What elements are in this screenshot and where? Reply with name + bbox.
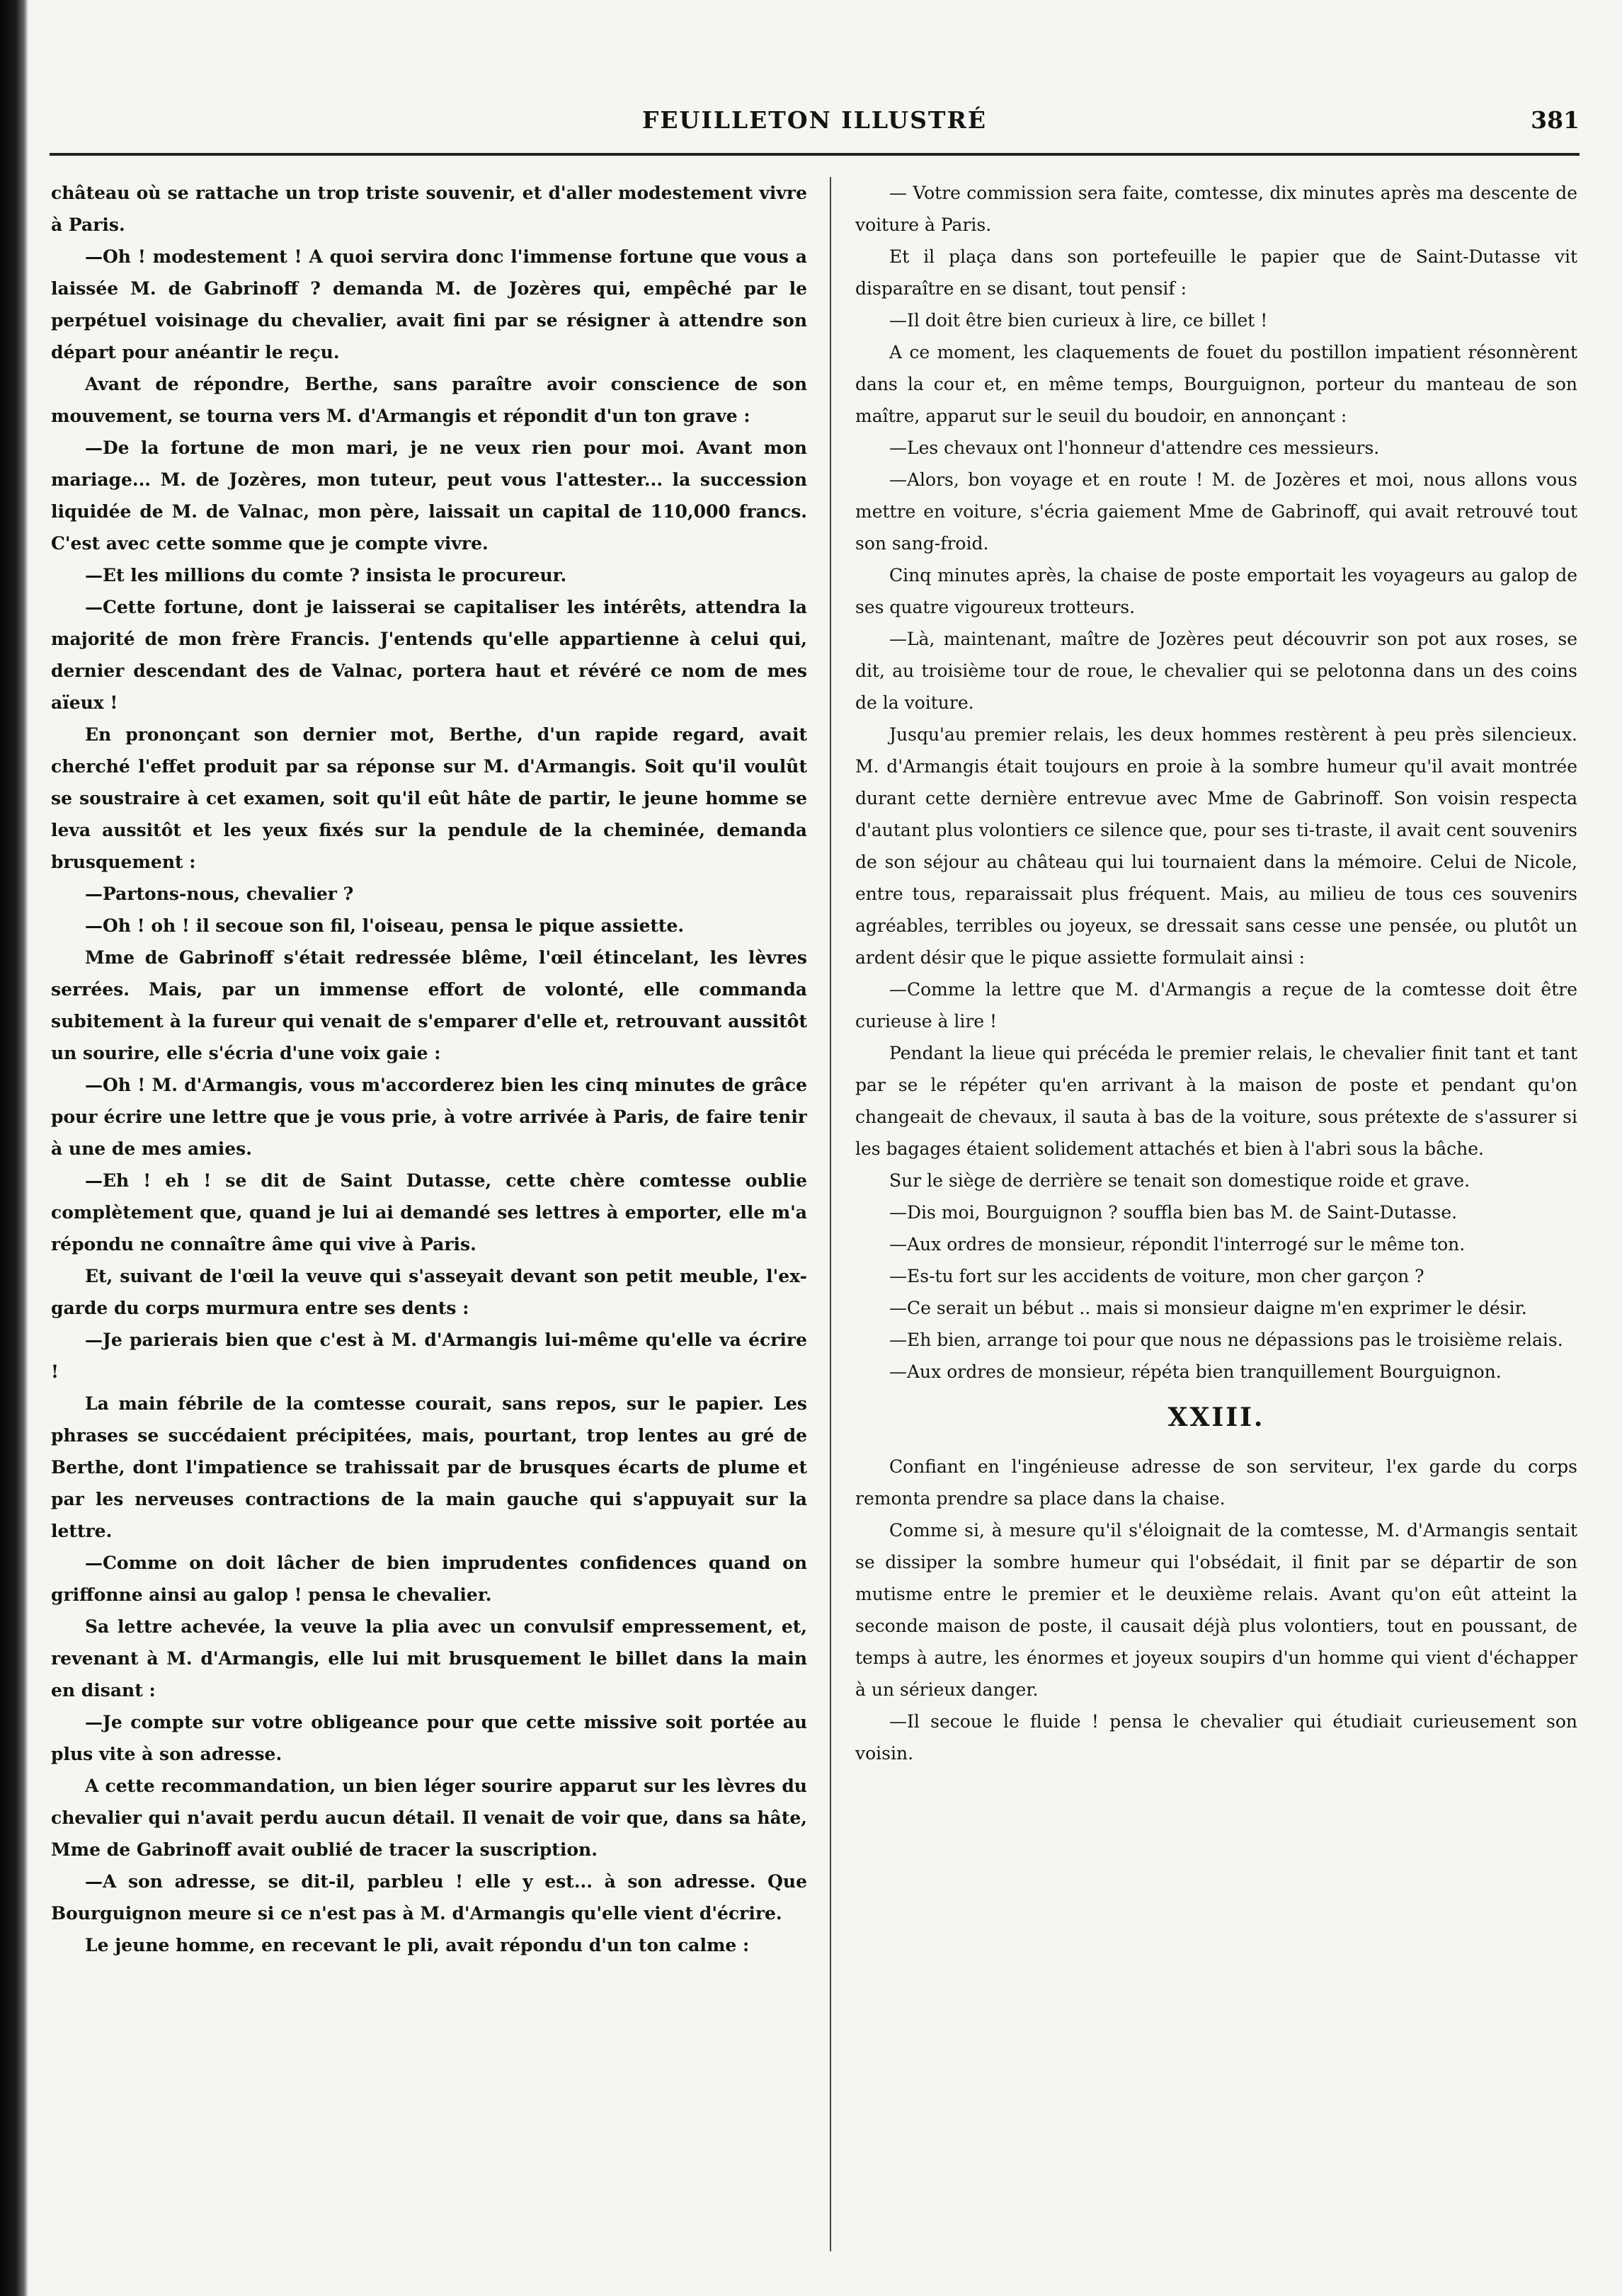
paragraph: —Oh ! M. d'Armangis, vous m'accorderez bien les cinq minutes de grâce pour écrire une lettre que je vous prie, à votre arrivée à Paris, de faire tenir à une de mes amies. — [51, 1075, 807, 1159]
paragraph: — Votre commission sera faite, comtesse, dix minutes après ma descente de voiture à Paris. — [855, 183, 1577, 235]
paragraph: Et il plaça dans son portefeuille le papier que de Saint-Dutasse vit disparaître en se disant, tout pensif : — [855, 246, 1577, 299]
header-rule — [50, 153, 1580, 156]
paragraph: —Oh ! oh ! il secoue son fil, l'oiseau, pensa le pique assiette. — [85, 915, 685, 936]
paragraph: —Partons-nous, chevalier ? — [85, 884, 354, 904]
paragraph: Pendant la lieue qui précéda le premier relais, le chevalier finit tant et tant par se le répéter qu'en arrivant à la maison de poste et pendant qu'on changeait de chevaux, il sauta à bas de la voiture, sous prétexte de s'assurer si les bagages étaient solidement attachés et bien à l'abri sous la bâche. — [855, 1043, 1577, 1159]
paragraph: Le jeune homme, en recevant le pli, avait répondu d'un ton calme : — [85, 1935, 750, 1955]
paragraph: —Comme on doit lâcher de bien imprudentes confidences quand on griffonne ainsi au galop ! pensa le chevalier. — [51, 1553, 807, 1605]
paragraph: —Oh ! modestement ! A quoi servira donc l'immense fortune que vous a laissée M. de Gabrinoff ? demanda M. de Jozères qui, empêché par le perpétuel voisinage du chevalier, avait fini par se résigner à attendre son départ pour anéantir le reçu. — [51, 246, 807, 362]
paragraph: —A son adresse, se dit-il, parbleu ! elle y est... à son adresse. Que Bourguignon meure si ce n'est pas à M. d'Armangis qu'elle vient d'écrire. — [51, 1871, 807, 1924]
column-divider — [830, 177, 831, 2251]
paragraph: —Je parierais bien que c'est à M. d'Armangis lui-même qu'elle va écrire ! — [51, 1330, 807, 1382]
paragraph: —Là, maintenant, maître de Jozères peut découvrir son pot aux roses, se dit, au troisième tour de roue, le chevalier qui se pelotonna dans un des coins de la voiture. — [855, 629, 1577, 713]
running-title: FEUILLETON ILLUSTRÉ — [641, 106, 988, 134]
paragraph: Mme de Gabrinoff s'était redressée blême, l'œil étincelant, les lèvres serrées. Mais, par un immense effort de volonté, elle commanda subitement à la fureur qui venait de s'emparer d'elle et, retrouvant aussitôt un sourire, elle s'écria d'une voix gaie : — [51, 947, 807, 1063]
paragraph: Sa lettre achevée, la veuve la plia avec un convulsif empressement, et, revenant à M. d'Armangis, elle lui mit brusquement le billet dans la main en disant : — [51, 1616, 807, 1701]
paragraph: —Es-tu fort sur les accidents de voiture, mon cher garçon ? — [889, 1266, 1424, 1286]
right-column — [855, 177, 1577, 2254]
paragraph: Jusqu'au premier relais, les deux hommes restèrent à peu près silencieux. M. d'Armangis était toujours en proie à la sombre humeur qu'il avait montrée durant cette dernière entrevue avec Mme de Gabrinoff. Son voisin respecta d'autant plus volontiers ce silence que, pour ses ti-traste, il avait cent souvenirs de son séjour au château qui lui tournaient dans la mémoire. Celui de Nicole, entre tous, reparaissait plus fréquent. Mais, au milieu de tous ces souvenirs agréables, terribles ou joyeux, se dressait sans cesse une pensée, ou plutôt un ardent désir que le pique assiette formulait ainsi : — [855, 724, 1577, 968]
paragraph: château où se rattache un trop triste souvenir, et d'aller modestement vivre à Paris. — [51, 183, 807, 235]
paragraph: —Eh bien, arrange toi pour que nous ne dépassions pas le troisième relais. — [889, 1330, 1563, 1350]
paragraph: Comme si, à mesure qu'il s'éloignait de la comtesse, M. d'Armangis sentait se dissiper la sombre humeur qui l'obsédait, il finit par se départir de son mutisme entre le premier et le deuxième relais. Avant qu'on eût atteint la seconde maison de poste, il causait déjà plus volontiers, tout en poussant, de temps à autre, les énormes et joyeux soupirs d'un homme qui vient d'échapper à un sérieux danger. — [855, 1520, 1577, 1700]
paragraph: —Aux ordres de monsieur, répondit l'interrogé sur le même ton. — [889, 1234, 1466, 1255]
book-spine-shadow — [0, 0, 28, 2296]
paragraph: Sur le siège de derrière se tenait son domestique roide et grave. — [889, 1170, 1470, 1191]
paragraph: A ce moment, les claquements de fouet du postillon impatient résonnèrent dans la cour et, en même temps, Bourguignon, porteur du manteau de son maître, apparut sur le seuil du boudoir, en annonçant : — [855, 342, 1577, 426]
paragraph: —Eh ! eh ! se dit de Saint Dutasse, cette chère comtesse oublie complètement que, quand je lui ai demandé ses lettres à emporter, elle m'a répondu ne connaître âme qui vive à Paris. — [51, 1170, 807, 1255]
paragraph: Confiant en l'ingénieuse adresse de son serviteur, l'ex garde du corps remonta prendre sa place dans la chaise. — [855, 1456, 1577, 1509]
paragraph: —Ce serait un bébut .. mais si monsieur daigne m'en exprimer le désir. — [889, 1298, 1527, 1318]
paragraph: En prononçant son dernier mot, Berthe, d'un rapide regard, avait cherché l'effet produit par sa réponse sur M. d'Armangis. Soit qu'il voulût se soustraire à cet examen, soit qu'il eût hâte de partir, le jeune homme se leva aussitôt et les yeux fixés sur la pendule de la cheminée, demanda brusquement : — [51, 724, 807, 872]
left-column — [51, 177, 807, 2254]
paragraph: —Il secoue le fluide ! pensa le chevalier qui étudiait curieusement son voisin. — [855, 1711, 1577, 1764]
paragraph: —Dis moi, Bourguignon ? souffla bien bas M. de Saint-Dutasse. — [889, 1202, 1458, 1223]
paragraph: —Comme la lettre que M. d'Armangis a reçue de la comtesse doit être curieuse à lire ! — [855, 979, 1577, 1032]
paragraph: Et, suivant de l'œil la veuve qui s'asseyait devant son petit meuble, l'ex-garde du corps murmura entre ses dents : — [51, 1266, 807, 1318]
paragraph: La main fébrile de la comtesse courait, sans repos, sur le papier. Les phrases se succédaient précipitées, mais, pourtant, trop lentes au gré de Berthe, dont l'impatience se trahissait par de brusques écarts de plume et par les nerveuses contractions de la main gauche qui s'appuyait sur la lettre. — [51, 1393, 807, 1541]
chapter-heading: XXIII. — [1167, 1403, 1265, 1432]
paragraph: —Et les millions du comte ? insista le procureur. — [85, 565, 567, 586]
paragraph: Cinq minutes après, la chaise de poste emportait les voyageurs au galop de ses quatre vigoureux trotteurs. — [855, 565, 1577, 617]
paragraph: —Cette fortune, dont je laisserai se capitaliser les intérêts, attendra la majorité de mon frère Francis. J'entends qu'elle appartienne à celui qui, dernier descendant des de Valnac, portera haut et révéré ce nom de mes aïeux ! — [51, 597, 807, 713]
paragraph: A cette recommandation, un bien léger sourire apparut sur les lèvres du chevalier qui n'avait perdu aucun détail. Il venait de voir que, dans sa hâte, Mme de Gabrinoff avait oublié de tracer la suscription. — [51, 1776, 807, 1860]
paragraph: —De la fortune de mon mari, je ne veux rien pour moi. Avant mon mariage... M. de Jozères, mon tuteur, peut vous l'attester... la succession liquidée de M. de Valnac, mon père, laissait un capital de 110,000 francs. C'est avec cette somme que je compte vivre. — [51, 438, 807, 554]
paragraph: —Les chevaux ont l'honneur d'attendre ces messieurs. — [889, 438, 1380, 458]
paragraph: —Aux ordres de monsieur, répéta bien tranquillement Bourguignon. — [889, 1361, 1502, 1382]
paragraph: —Alors, bon voyage et en route ! M. de Jozères et moi, nous allons vous mettre en voiture, s'écria gaiement Mme de Gabrinoff, qui avait retrouvé tout son sang-froid. — [855, 469, 1577, 554]
paragraph: Avant de répondre, Berthe, sans paraître avoir conscience de son mouvement, se tourna vers M. d'Armangis et répondit d'un ton grave : — [51, 374, 807, 426]
page-header — [50, 106, 1580, 149]
page-number: 381 — [1531, 106, 1580, 134]
paragraph: —Il doit être bien curieux à lire, ce billet ! — [889, 310, 1268, 331]
paragraph: —Je compte sur votre obligeance pour que cette missive soit portée au plus vite à son adresse. — [51, 1712, 807, 1764]
